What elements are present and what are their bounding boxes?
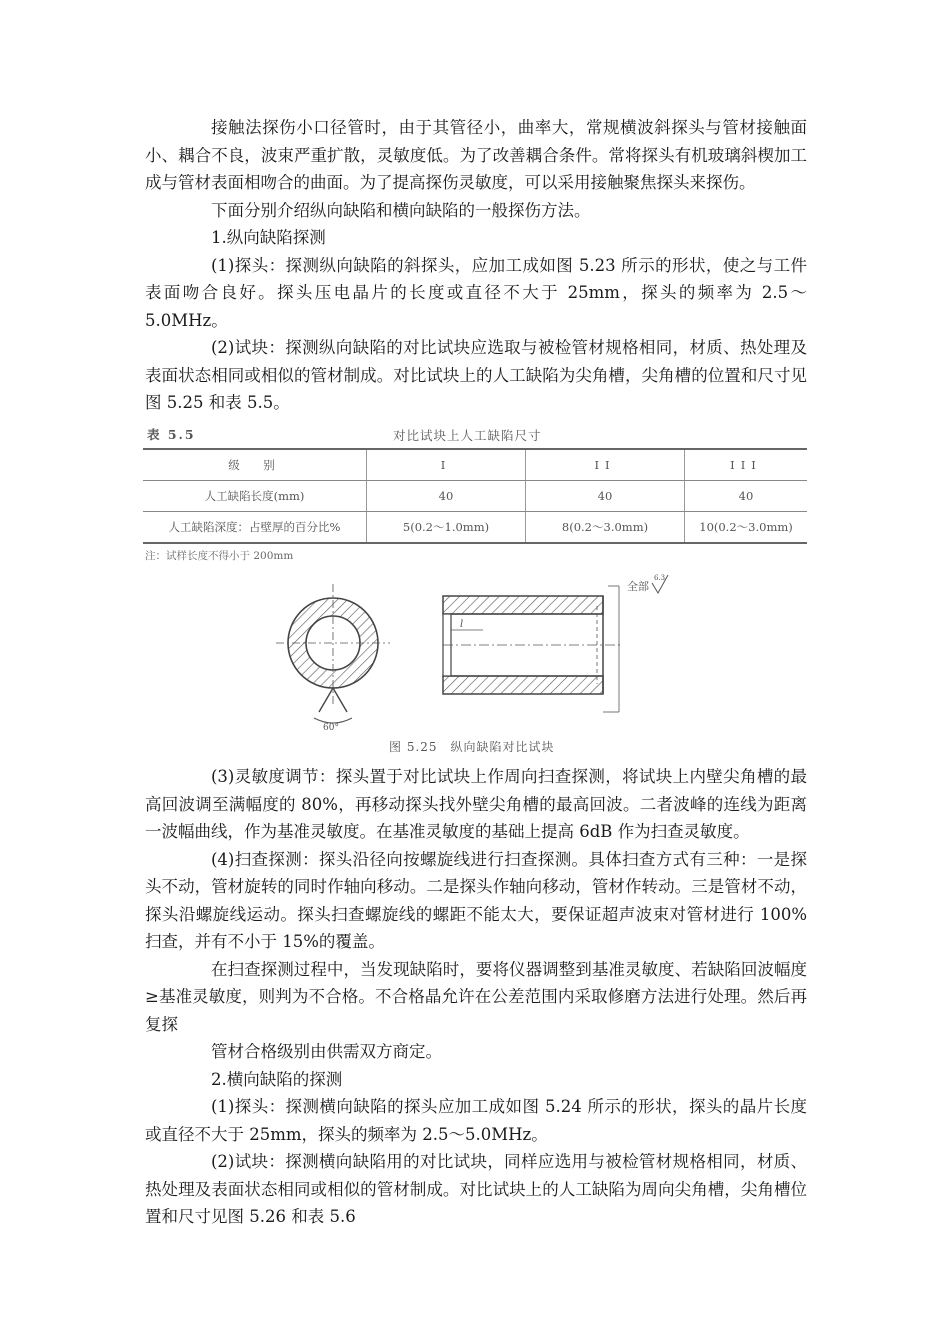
section-heading: 2.横向缺陷的探测 [211, 1069, 343, 1089]
paragraph: (4)扫查探测：探头沿径向按螺旋线进行扫查探测。具体扫查方式有三种：一是探头不动，管材旋转的同时作轴向移动。二是探头作轴向移动，管材作转动。三是管材不动，探头沿螺旋线运动。探头扫查螺旋线的螺距不能太大，要保证超声波束对管材进行 100%扫查，并有不小于 15%的覆盖。 [145, 849, 807, 951]
figure-caption: 图 5.25 纵向缺陷对比试块 [389, 740, 555, 754]
roughness-label: 全部 [627, 580, 649, 593]
paragraph: (1)探头：探测横向缺陷的探头应加工成如图 5.24 所示的形状，探头的晶片长度或直径不大于 25mm，探头的频率为 2.5～5.0MHz。 [145, 1097, 807, 1144]
table-label: 表 5.5 [147, 427, 196, 442]
spec-table [143, 448, 807, 544]
table-header-row [143, 449, 807, 481]
ring-section [276, 584, 390, 733]
paragraph: (2)试块：探测纵向缺陷的对比试块应选取与被检管材规格相同，材质、热处理及表面状态相同或相似的管材制成。对比试块上的人工缺陷为尖角槽，尖角槽的位置和尺寸见图 5.25 和表 5.5。 [145, 338, 807, 412]
table-title: 对比试块上人工缺陷尺寸 [393, 428, 542, 443]
test-block-drawing [143, 566, 809, 734]
table-cell: 40 [685, 481, 808, 512]
table-cell: 5(0.2～1.0mm) [367, 512, 526, 544]
table-cell: 10(0.2～3.0mm) [685, 512, 808, 544]
table-cell: 40 [526, 481, 685, 512]
table-cell: 40 [367, 481, 526, 512]
table-cell: 人工缺陷深度：占壁厚的百分比% [143, 512, 367, 544]
length-label: l [460, 619, 464, 630]
paragraph: (1)探头：探测纵向缺陷的斜探头，应加工成如图 5.23 所示的形状，使之与工件表面吻合良好。探头压电晶片的长度或直径不大于 25mm，探头的频率为 2.5～5.0MHz。 [145, 255, 807, 330]
table-header-cell: III [685, 449, 808, 481]
table-note: 注：试样长度不得小于 200mm [145, 550, 294, 562]
table-cell: 人工缺陷长度(mm) [143, 481, 367, 512]
section-heading: 1.纵向缺陷探测 [211, 228, 326, 247]
paragraph: 下面分别介绍纵向缺陷和横向缺陷的一般探伤方法。 [211, 200, 591, 220]
paragraph: (3)灵敏度调节：探头置于对比试块上作周向扫查探测，将试块上内壁尖角槽的最高回波调至满幅度的 80%，再移动探头找外壁尖角槽的最高回波。二者波峰的连线为距离一波幅曲线，作为基准灵敏度。在基准灵敏度的基础上提高 6dB 作为扫查灵敏度。 [145, 767, 807, 841]
table-header-cell: II [526, 449, 685, 481]
table-cell: 8(0.2～3.0mm) [526, 512, 685, 544]
scanned-figure [143, 418, 809, 756]
paragraph: (2)试块：探测横向缺陷用的对比试块，同样应选用与被检管材规格相同，材质、热处理及表面状态相同或相似的管材制成。对比试块上的人工缺陷为周向尖角槽，尖角槽位置和尺寸见图 5.26 和表 5.6 [145, 1152, 807, 1226]
text-block-top [145, 114, 807, 417]
paragraph: 管材合格级别由供需双方商定。 [211, 1042, 442, 1061]
table-row [143, 512, 807, 544]
table-caption [143, 418, 809, 448]
angle-label: 60° [323, 723, 339, 733]
roughness-value: 6.3 [654, 574, 666, 582]
text-block-bottom [145, 763, 807, 1231]
tube-section [443, 574, 668, 712]
table-header-cell: I [367, 449, 526, 481]
paragraph: 在扫查探测过程中，当发现缺陷时，要将仪器调整到基准灵敏度、若缺陷回波幅度≥基准灵敏度，则判为不合格。不合格晶允许在公差范围内采取修磨方法进行处理。然后再复探 [145, 959, 807, 1034]
paragraph: 接触法探伤小口径管时，由于其管径小，曲率大，常规横波斜探头与管材接触面小、耦合不良，波束严重扩散，灵敏度低。为了改善耦合条件。常将探头有机玻璃斜楔加工成与管材表面相吻合的曲面。为了提高探伤灵敏度，可以采用接触聚焦探头来探伤。 [145, 118, 807, 192]
table-header-cell: 级 别 [143, 449, 367, 481]
table-row [143, 481, 807, 512]
